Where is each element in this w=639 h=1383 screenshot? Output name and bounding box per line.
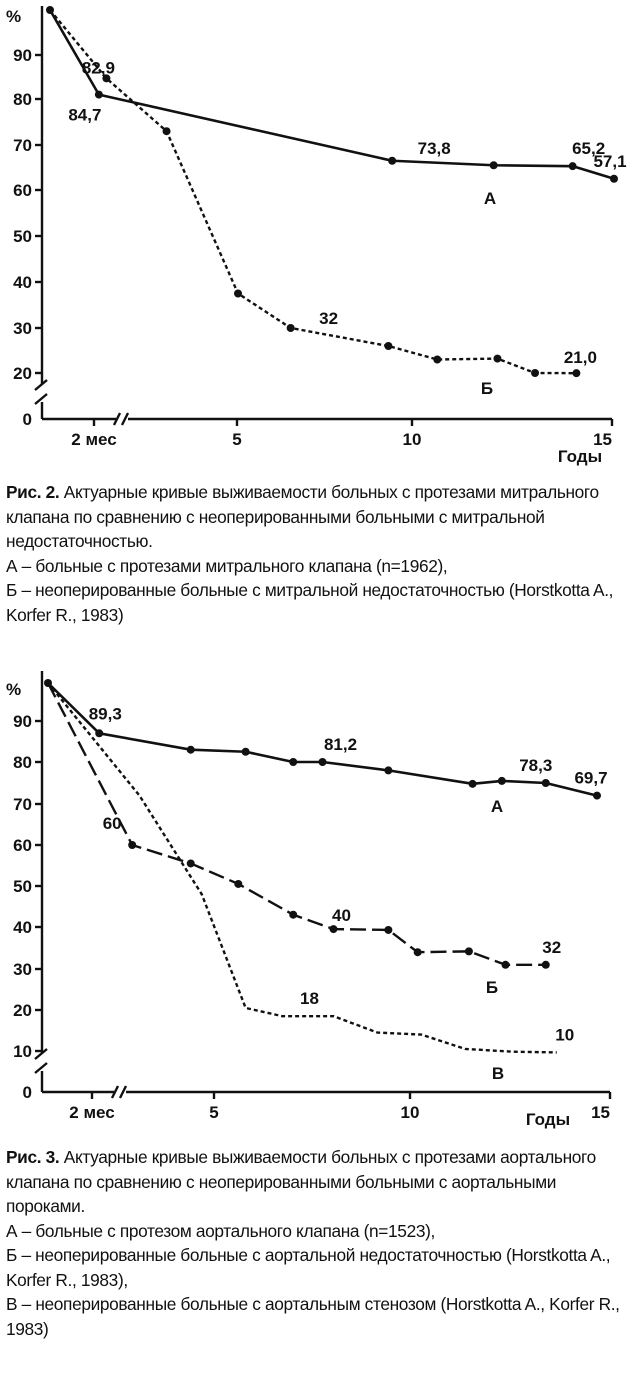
data-label: 65,2 (572, 139, 606, 159)
x-axis-break (114, 413, 128, 425)
y-tick-label: 60 (13, 181, 32, 200)
series-name-label: А (490, 797, 504, 816)
series-line-1 (48, 683, 546, 965)
data-point (542, 961, 550, 969)
data-point (465, 947, 473, 955)
y-tick-label: 20 (13, 1001, 32, 1020)
data-point (128, 841, 136, 849)
data-point (384, 926, 392, 934)
data-point (234, 290, 242, 298)
y-tick-label: 30 (13, 960, 32, 979)
data-point (569, 162, 577, 170)
series-line-0 (48, 683, 597, 796)
y-tick-label: 80 (13, 753, 32, 772)
y-tick-label: 0 (22, 410, 32, 429)
data-point (287, 324, 295, 332)
series-2 (48, 683, 574, 1083)
series-name-label: Б (485, 978, 499, 997)
data-point (289, 911, 297, 919)
series-name-label: В (491, 1064, 505, 1083)
figure-3-label: Рис. 3. (6, 1147, 60, 1167)
data-point (593, 792, 601, 800)
x-tick-label: 2 мес (69, 1103, 115, 1122)
figure-3-legend-b: Б – неоперированные больные с аортальной недостаточностью (Horstkotta A., Korfer R., 1983), (6, 1245, 611, 1290)
data-label: 18 (300, 989, 319, 1009)
data-label: 60 (102, 814, 122, 833)
chart-axes (6, 671, 610, 1129)
figure-2-legend-b: Б – неоперированные больные с митральной недостаточностью (Horstkotta A., Korfer R., 1983) (6, 580, 614, 625)
data-point (319, 758, 327, 766)
y-tick-label: 10 (13, 1042, 32, 1061)
y-tick-label: 60 (13, 836, 32, 855)
y-tick-label: 90 (13, 46, 32, 65)
data-point (542, 779, 550, 787)
figure-3-description: Актуарные кривые выживаемости больных с протезами аортального клапана по сравнению с неоперированными больными с аортальными пороками. (6, 1147, 596, 1216)
y-tick-label: 0 (22, 1083, 32, 1102)
series-line-0 (50, 10, 614, 179)
x-tick-label: 15 (591, 1103, 610, 1122)
data-label: 84,7 (68, 105, 102, 125)
y-tick-label: 80 (13, 90, 32, 109)
x-tick-label: 10 (402, 430, 422, 449)
y-tick-label: 90 (13, 712, 32, 731)
data-point (498, 777, 506, 785)
data-point (187, 746, 195, 754)
series-name-label: А (483, 189, 497, 208)
data-point (414, 948, 422, 956)
figure-3-caption-text (6, 1145, 636, 1219)
data-point (187, 859, 195, 867)
y-axis-break (35, 380, 47, 404)
y-tick-label: 50 (13, 227, 32, 246)
data-label: 69,7 (574, 768, 608, 788)
data-point (502, 961, 510, 969)
data-point (95, 91, 103, 99)
data-label: 78,3 (519, 756, 553, 775)
figure-2-caption-text (6, 480, 636, 554)
x-axis-break (112, 1086, 126, 1098)
data-point (388, 157, 396, 165)
data-point (234, 880, 242, 888)
data-point (329, 925, 337, 933)
figure-2-caption (6, 480, 636, 627)
figure-2-legend-a: А – больные с протезами митрального клапана (n=1962), (6, 555, 448, 576)
data-point (163, 127, 171, 135)
series-name-label: Б (480, 379, 494, 398)
data-label: 32 (319, 309, 339, 328)
data-label: 10 (555, 1025, 575, 1045)
data-point (572, 369, 580, 377)
x-tick-label: 2 мес (71, 430, 117, 449)
data-label: 40 (332, 906, 351, 926)
data-point (289, 758, 297, 766)
y-axis-title: % (6, 680, 22, 699)
data-label: 57,1 (593, 151, 627, 171)
data-point (490, 161, 498, 169)
data-point (531, 369, 539, 377)
y-tick-label: 40 (13, 918, 32, 937)
data-label: 32 (542, 937, 562, 957)
y-tick-label: 30 (13, 319, 32, 338)
chart-figure-3 (0, 665, 639, 1135)
data-label: 73,8 (417, 138, 451, 158)
figure-3-legend-a: А – больные с протезом аортального клапана (n=1523), (6, 1220, 435, 1241)
x-axis-title: Годы (557, 447, 603, 466)
data-point (493, 355, 501, 363)
x-tick-label: 15 (593, 430, 612, 449)
y-axis-break (35, 1049, 47, 1073)
data-label: 81,2 (323, 735, 358, 754)
data-point (433, 356, 441, 364)
figure-2-description: Актуарные кривые выживаемости больных с протезами митрального клапана по сравнению с неоперированными больными с митральной недостаточностью. (6, 482, 599, 551)
data-point (95, 729, 103, 737)
y-tick-label: 70 (13, 136, 32, 155)
data-point (469, 780, 477, 788)
series-0 (46, 6, 627, 208)
x-tick-label: 5 (232, 430, 242, 449)
y-tick-label: 70 (13, 795, 32, 814)
x-tick-label: 5 (209, 1103, 219, 1122)
series-1 (48, 683, 561, 997)
data-label: 21,0 (563, 348, 597, 368)
data-point (384, 342, 392, 350)
data-label: 82,9 (81, 58, 115, 78)
figure-3-legend-c: В – неоперированные больные с аортальным стенозом (Horstkotta A., Korfer R., 1983) (6, 1294, 620, 1339)
data-point (384, 766, 392, 774)
series-line-1 (50, 10, 576, 373)
series-1 (50, 10, 597, 398)
figure-2-label: Рис. 2. (6, 482, 60, 502)
x-axis-title: Годы (525, 1110, 571, 1129)
data-label: 89,3 (88, 704, 122, 724)
series-0 (44, 679, 608, 816)
chart-figure-2 (0, 0, 639, 470)
y-tick-label: 20 (13, 364, 32, 383)
x-tick-label: 10 (400, 1103, 420, 1122)
data-point (242, 748, 250, 756)
y-tick-label: 40 (13, 273, 32, 292)
figure-3-caption (6, 1145, 636, 1341)
y-axis-title: % (6, 7, 22, 26)
y-tick-label: 50 (13, 877, 32, 896)
data-point (610, 175, 618, 183)
